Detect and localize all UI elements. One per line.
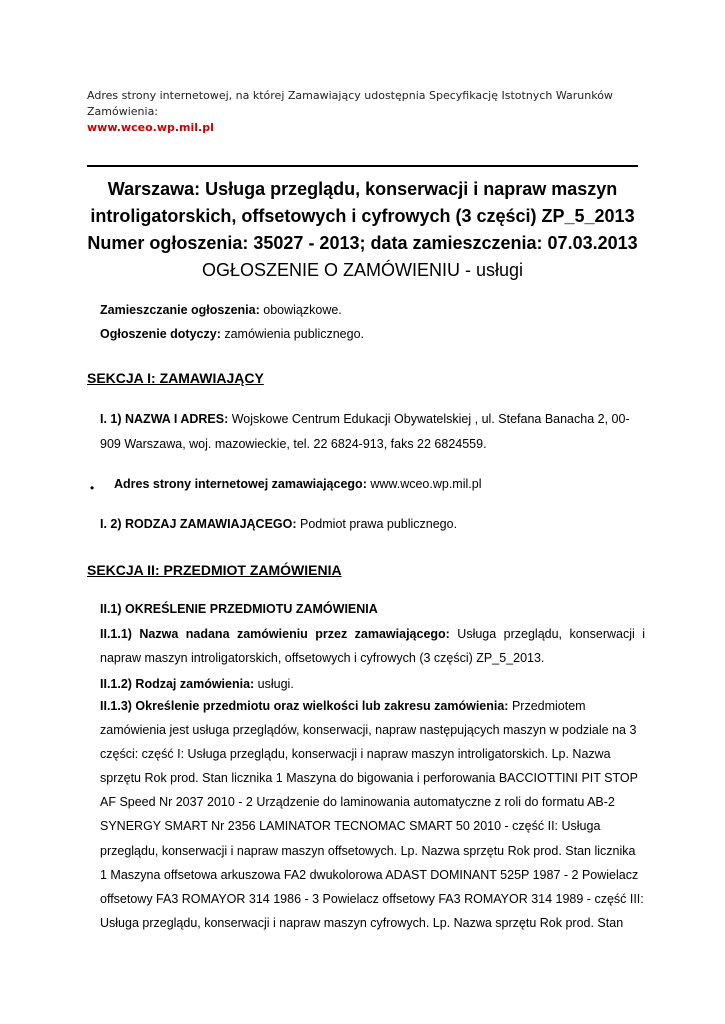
order-description-value: Przedmiotem zamówienia jest usługa przeglądów, konserwacji, napraw następujących maszyn w podziale na 3 części: część I: Usługa przeglądu, konserwacji i napraw maszyn introligatorskich. Lp. Nazwa sprzętu Rok prod. Stan licznika 1 Maszyna do bigowania i perforowania BACCIOTTINI PIT STOP AF Speed Nr 2037 2010 - 2 Urządzenie do laminowania automatyczne z roli do formatu AB-2 SYNERGY SMART Nr 2356 LAMINATOR TECNOMAC SMART 50 2010 - część II: Usługa przeglądu, konserwacji i napraw maszyn offsetowych. Lp. Nazwa sprzętu Rok prod. Stan licznika 1 Maszyna offsetowa arkuszowa FA2 dwukolorowa ADAST DOMINANT 525P 1987 - 2 Powielacz offsetowy FA3 ROMAYOR 314 1986 - 3 Powielacz offsetowy FA3 ROMAYOR 314 1989 - część III: Usługa przeglądu, konserwacji i napraw maszyn cyfrowych. Lp. Nazwa sprzętu Rok prod. Stan <box>100 699 644 930</box>
order-name-value: Usługa przeglądu, konserwacji i napraw maszyn introligatorskich, offsetowych i cyfrowych (3 części) ZP_5_2013. <box>100 627 645 665</box>
section-2-heading: SEKCJA II: PRZEDMIOT ZAMÓWIENIA <box>87 562 342 578</box>
page-title <box>87 176 638 284</box>
subject-subheading-text: II.1) OKREŚLENIE PRZEDMIOTU ZAMÓWIENIA <box>100 602 378 616</box>
order-kind-row <box>100 672 645 696</box>
title-line-1: Warszawa: Usługa przeglądu, konserwacji i napraw maszyn <box>107 179 618 199</box>
authority-type-value: Podmiot prawa publicznego. <box>296 517 458 531</box>
name-address-label: I. 1) NAZWA I ADRES: <box>100 412 229 426</box>
bullet-icon: • <box>90 481 95 495</box>
authority-type-row <box>100 512 645 536</box>
title-line-3: Numer ogłoszenia: 35027 - 2013; data zamieszczenia: 07.03.2013 <box>87 233 638 253</box>
website-label: Adres strony internetowej zamawiającego: <box>114 477 367 491</box>
section-1-heading: SEKCJA I: ZAMAWIAJĄCY <box>87 370 264 386</box>
name-address-value: Wojskowe Centrum Edukacji Obywatelskiej , ul. Stefana Banacha 2, 00-909 Warszawa, woj. mazowieckie, tel. 22 6824-913, faks 22 6824559. <box>100 412 630 451</box>
contracting-authority-address <box>100 407 645 457</box>
placement-label: Zamieszczanie ogłoszenia: <box>100 303 260 317</box>
website-row <box>114 472 644 496</box>
notice-type: OGŁOSZENIE O ZAMÓWIENIU - usługi <box>201 260 524 280</box>
order-kind-value: usługi. <box>254 677 294 691</box>
order-kind-label: II.1.2) Rodzaj zamówienia: <box>100 677 255 691</box>
order-name-paragraph <box>100 622 645 670</box>
siwz-link[interactable]: www.wceo.wp.mil.pl <box>87 121 214 134</box>
concerns-label: Ogłoszenie dotyczy: <box>100 327 221 341</box>
order-description-label: II.1.3) Określenie przedmiotu oraz wielkości lub zakresu zamówienia: <box>100 699 509 713</box>
intro-block <box>87 88 647 136</box>
title-line-2: introligatorskich, offsetowych i cyfrowych (3 części) ZP_5_2013 <box>90 206 635 226</box>
placement-value: obowiązkowe. <box>259 303 342 317</box>
concerns-value: zamówienia publicznego. <box>220 327 364 341</box>
subject-subheading <box>100 597 645 621</box>
website-value[interactable]: www.wceo.wp.mil.pl <box>366 477 482 491</box>
authority-type-label: I. 2) RODZAJ ZAMAWIAJĄCEGO: <box>100 517 297 531</box>
order-description-paragraph <box>100 694 645 935</box>
concerns-row <box>100 322 645 346</box>
order-name-label: II.1.1) Nazwa nadana zamówieniu przez zamawiającego: <box>100 627 450 641</box>
header-divider <box>87 165 638 167</box>
placement-row <box>100 298 645 322</box>
intro-text: Adres strony internetowej, na której Zamawiający udostępnia Specyfikację Istotnych Warunków Zamówienia: <box>87 89 613 118</box>
